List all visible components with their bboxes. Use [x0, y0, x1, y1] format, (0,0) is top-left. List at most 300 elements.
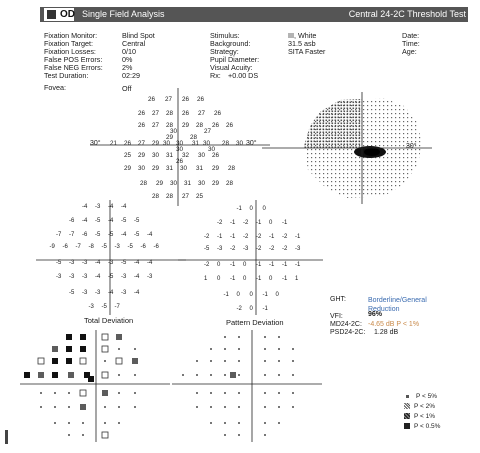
prob-dot [264, 406, 266, 408]
prob-dot [196, 406, 198, 408]
prob-dot [196, 392, 198, 394]
deviation-value: -3 [69, 274, 75, 280]
info-label: Pupil Diameter: [210, 55, 260, 64]
threshold-value: 26 [226, 122, 234, 129]
deviation-value: -5 [101, 304, 107, 310]
deviation-value: -5 [69, 290, 75, 296]
psd-label: PSD24-2C: [330, 329, 366, 336]
prob-dot [278, 374, 280, 376]
prob-dot [224, 360, 226, 362]
deviation-value: -1 [295, 234, 301, 240]
eye-label: OD [60, 9, 75, 20]
axis-label-left: 30° [90, 140, 101, 147]
prob-hatch-light [80, 358, 86, 364]
prob-solid [66, 334, 72, 340]
legend-text: P < 2% [414, 403, 436, 410]
deviation-value: 0 [236, 292, 240, 298]
deviation-value: -2 [256, 246, 262, 252]
deviation-value: -4 [121, 204, 127, 210]
prob-dot [278, 406, 280, 408]
deviation-value: -6 [153, 244, 159, 250]
threshold-value: 29 [212, 180, 220, 187]
threshold-value: 27 [152, 110, 160, 117]
axis-label-right: 30° [246, 140, 257, 147]
deviation-value: -2 [269, 246, 275, 252]
deviation-value: -4 [82, 204, 88, 210]
deviation-value: 0 [217, 262, 221, 268]
prob-hatch-light [38, 358, 44, 364]
prob-dot [104, 406, 106, 408]
md-value: -4.65 dB P < 1% [368, 321, 420, 328]
threshold-value: 28 [196, 122, 204, 129]
deviation-value: -5 [108, 232, 114, 238]
threshold-value: 29 [138, 152, 146, 159]
threshold-value: 29 [212, 165, 220, 172]
deviation-value: -4 [134, 274, 140, 280]
prob-dot [134, 348, 136, 350]
deviation-value: -7 [75, 244, 81, 250]
info-value: 02:29 [122, 71, 140, 80]
prob-dot [134, 406, 136, 408]
deviation-value: -2 [243, 234, 249, 240]
threshold-value: 29 [152, 165, 160, 172]
threshold-value: 26 [212, 152, 220, 159]
threshold-value: 26 [214, 110, 222, 117]
deviation-value: -5 [56, 260, 62, 266]
prob-dot [134, 392, 136, 394]
prob-dot [264, 348, 266, 350]
threshold-value: 28 [226, 180, 234, 187]
deviation-value: -4 [95, 274, 101, 280]
deviation-value: 0 [243, 262, 247, 268]
deviation-value: -7 [69, 232, 75, 238]
info-label: Time: [402, 39, 420, 48]
prob-dot [264, 360, 266, 362]
deviation-value: -5 [108, 274, 114, 280]
test-name: Central 24-2C Threshold Test [348, 9, 466, 19]
prob-dot [40, 406, 42, 408]
threshold-value: 30 [236, 140, 244, 147]
prob-dot [40, 392, 42, 394]
deviation-value: -4 [108, 204, 114, 210]
info-label: Background: [210, 39, 251, 48]
prob-dot [134, 374, 136, 376]
threshold-value: 26 [197, 96, 205, 103]
prob-dot [278, 336, 280, 338]
deviation-value: -1 [256, 262, 262, 268]
threshold-value: 28 [166, 122, 174, 129]
info-label: Strategy: [210, 47, 239, 56]
deviation-value: -3 [217, 246, 223, 252]
prob-dot [278, 360, 280, 362]
deviation-value: -4 [108, 218, 114, 224]
prob-dot [196, 360, 198, 362]
deviation-value: 0 [269, 276, 273, 282]
deviation-value: 1 [295, 276, 299, 282]
prob-dot [210, 422, 212, 424]
md-label: MD24-2C: [330, 321, 362, 328]
prob-dot [54, 406, 56, 408]
deviation-value: -2 [256, 234, 262, 240]
prob-dot [210, 392, 212, 394]
info-label: Test Duration: [44, 71, 89, 80]
prob-dot [264, 392, 266, 394]
prob-dot [118, 406, 120, 408]
deviation-value: -1 [230, 234, 236, 240]
deviation-value: -2 [282, 234, 288, 240]
prob-dot [68, 422, 70, 424]
deviation-value: -9 [49, 244, 55, 250]
prob-solid [80, 346, 86, 352]
deviation-value: -4 [95, 260, 101, 266]
deviation-value: -4 [108, 290, 114, 296]
deviation-value: -7 [56, 232, 62, 238]
prob-dot [278, 422, 280, 424]
deviation-value: -1 [230, 220, 236, 226]
prob-dot [224, 406, 226, 408]
deviation-value: 0 [269, 220, 273, 226]
deviation-value: -3 [114, 244, 120, 250]
threshold-value: 27 [152, 122, 160, 129]
ght-label: GHT: [330, 296, 346, 303]
deviation-value: 0 [249, 306, 253, 312]
total-deviation-probability-plot [20, 330, 170, 442]
info-label: Fixation Target: [44, 39, 94, 48]
deviation-value: -7 [114, 304, 120, 310]
prob-dot [292, 360, 294, 362]
prob-dot [264, 336, 266, 338]
deviation-value: -2 [282, 246, 288, 252]
threshold-value: 30 [198, 152, 206, 159]
threshold-value: 27 [198, 110, 206, 117]
info-value: Off [122, 84, 132, 93]
legend-text: P < 1% [414, 413, 436, 420]
prob-dot [238, 374, 240, 376]
prob-dot [292, 348, 294, 350]
threshold-value: 30 [203, 140, 211, 147]
prob-dot [224, 374, 226, 376]
deviation-value: -1 [282, 276, 288, 282]
prob-dot [210, 360, 212, 362]
deviation-value: -4 [82, 218, 88, 224]
prob-hatch-light [102, 432, 108, 438]
deviation-value: -3 [108, 260, 114, 266]
prob-dot [68, 406, 70, 408]
info-value: 0/10 [122, 47, 136, 56]
prob-solid [52, 372, 58, 378]
prob-hatch-light [102, 346, 108, 352]
deviation-value: 0 [249, 292, 253, 298]
prob-dot [238, 434, 240, 436]
prob-solid [80, 334, 86, 340]
total-deviation-label: Total Deviation [84, 316, 134, 325]
deviation-value: -3 [95, 204, 101, 210]
threshold-value: 30 [163, 140, 171, 147]
deviation-value: -3 [243, 246, 249, 252]
prob-dot [238, 392, 240, 394]
threshold-value: 30 [170, 180, 178, 187]
deviation-value: -1 [230, 262, 236, 268]
prob-hatch-light [102, 334, 108, 340]
prob-dot [104, 422, 106, 424]
prob-dot [196, 374, 198, 376]
threshold-value: 29 [124, 165, 132, 172]
info-label: Fovea: [44, 83, 66, 92]
deviation-value: -3 [295, 246, 301, 252]
deviation-value: -3 [95, 290, 101, 296]
threshold-value: 26 [138, 110, 146, 117]
deviation-value: -5 [127, 244, 133, 250]
threshold-value: 29 [156, 180, 164, 187]
deviation-value: -1 [295, 262, 301, 268]
prob-hatch-light [80, 390, 86, 396]
deviation-value: 0 [217, 276, 221, 282]
threshold-value: 32 [182, 152, 190, 159]
info-label: Stimulus: [210, 31, 240, 40]
info-label: Visual Acuity: [210, 63, 253, 72]
info-value: SITA Faster [288, 47, 326, 56]
threshold-value: 26 [124, 140, 132, 147]
deviation-value: 0 [275, 292, 279, 298]
threshold-value: 28 [166, 193, 174, 200]
prob-dot [292, 392, 294, 394]
deviation-value: -1 [256, 220, 262, 226]
axis-label-grayscale: 30° [406, 143, 417, 150]
prob-hatch-dark [68, 372, 74, 378]
prob-hatch-dark [116, 334, 122, 340]
prob-dot [68, 434, 70, 436]
info-value: Central [122, 39, 146, 48]
prob-dot [82, 434, 84, 436]
deviation-value: -6 [62, 244, 68, 250]
deviation-value: -6 [69, 218, 75, 224]
threshold-value: 26 [182, 110, 190, 117]
threshold-value: 27 [165, 96, 173, 103]
deviation-value: -4 [134, 260, 140, 266]
deviation-value: -5 [95, 232, 101, 238]
deviation-value: 1 [204, 276, 208, 282]
deviation-value: -1 [230, 276, 236, 282]
vfi-label: VFI: [330, 313, 343, 320]
prob-solid [52, 358, 58, 364]
deviation-value: -2 [243, 220, 249, 226]
deviation-value: -5 [95, 218, 101, 224]
info-label: Fixation Losses: [44, 47, 96, 56]
threshold-value: 28 [166, 110, 174, 117]
prob-hatch-dark [102, 390, 108, 396]
prob-dot [224, 336, 226, 338]
threshold-value: 30 [180, 165, 188, 172]
prob-dot [292, 406, 294, 408]
deviation-value: -4 [134, 290, 140, 296]
deviation-value: -3 [56, 274, 62, 280]
deviation-value: -1 [256, 276, 262, 282]
threshold-value: 30 [208, 146, 216, 153]
prob-dot [118, 348, 120, 350]
prob-dot [264, 434, 266, 436]
info-value: III, White [288, 31, 317, 40]
deviation-value: -4 [121, 232, 127, 238]
deviation-value: -1 [217, 234, 223, 240]
info-label: Rx: [210, 71, 221, 80]
prob-dot [224, 392, 226, 394]
margin-mark [5, 430, 8, 444]
deviation-value: -4 [147, 232, 153, 238]
prob-dot [104, 360, 106, 362]
prob-dot [82, 422, 84, 424]
pattern-deviation-label: Pattern Deviation [226, 318, 284, 327]
threshold-value: 29 [152, 140, 160, 147]
deviation-value: -4 [147, 260, 153, 266]
prob-dot [182, 374, 184, 376]
deviation-value: -5 [134, 218, 140, 224]
threshold-value: 30 [152, 152, 160, 159]
threshold-value: 30 [176, 140, 184, 147]
deviation-value: -2 [236, 306, 242, 312]
deviation-value: -3 [147, 274, 153, 280]
deviation-value: -2 [217, 220, 223, 226]
info-value: Blind Spot [122, 31, 155, 40]
prob-dot [264, 422, 266, 424]
info-label: Date: [402, 31, 420, 40]
ght-value: Borderline/General Reduction [368, 297, 427, 313]
threshold-value: 30 [138, 165, 146, 172]
deviation-value: -3 [82, 274, 88, 280]
deviation-value: -3 [82, 260, 88, 266]
prob-dot [118, 392, 120, 394]
deviation-value: -6 [82, 232, 88, 238]
deviation-value: -3 [82, 290, 88, 296]
psd-value: 1.28 dB [374, 329, 399, 336]
deviation-value: -1 [236, 206, 242, 212]
threshold-value: 28 [222, 140, 230, 147]
prob-dot [238, 360, 240, 362]
prob-solid [66, 346, 72, 352]
threshold-value: 29 [166, 134, 174, 141]
info-label: False POS Errors: [44, 55, 103, 64]
threshold-value: 26 [138, 122, 146, 129]
prob-dot [54, 422, 56, 424]
prob-dot [224, 434, 226, 436]
prob-dot [54, 392, 56, 394]
info-label: False NEG Errors: [44, 63, 103, 72]
prob-solid [24, 372, 30, 378]
deviation-value: -8 [88, 244, 94, 250]
threshold-value: 31 [166, 152, 174, 159]
deviation-value: -5 [204, 246, 210, 252]
legend-item-p05 [404, 423, 440, 430]
vfi-value: 96% [368, 311, 383, 318]
deviation-value: -5 [101, 244, 107, 250]
info-value: 31.5 asb [288, 39, 316, 48]
prob-dot [238, 348, 240, 350]
prob-hatch-dark [80, 404, 86, 410]
prob-dot [278, 392, 280, 394]
threshold-value: 26 [212, 122, 220, 129]
deviation-value: -5 [121, 260, 127, 266]
deviation-value: -1 [262, 292, 268, 298]
prob-dot [118, 374, 120, 376]
threshold-value: 27 [138, 140, 146, 147]
prob-dot [238, 422, 240, 424]
threshold-value: 31 [192, 140, 200, 147]
deviation-value: 0 [243, 276, 247, 282]
threshold-value: 25 [124, 152, 132, 159]
deviation-value: 0 [249, 206, 253, 212]
threshold-value: 28 [190, 134, 198, 141]
threshold-value: 25 [196, 193, 204, 200]
prob-solid [66, 358, 72, 364]
prob-dot [264, 374, 266, 376]
prob-dot [118, 422, 120, 424]
threshold-value: 28 [140, 180, 148, 187]
deviation-value: -1 [269, 262, 275, 268]
threshold-value: 31 [184, 180, 192, 187]
threshold-value: 26 [176, 158, 184, 165]
pattern-deviation-probability-plot [172, 330, 322, 442]
deviation-value: -1 [282, 262, 288, 268]
deviation-value: -1 [262, 306, 268, 312]
deviation-value: -1 [269, 234, 275, 240]
hatch-dark-icon [404, 413, 410, 419]
deviation-value: -3 [121, 290, 127, 296]
deviation-value: -3 [121, 274, 127, 280]
deviation-value: -1 [223, 292, 229, 298]
report-title: Single Field Analysis [82, 9, 165, 19]
legend-item-p2 [404, 403, 435, 410]
threshold-value: 30 [176, 146, 184, 153]
legend-item-p1 [404, 413, 435, 420]
prob-hatch-dark [38, 372, 44, 378]
deviation-value: -1 [282, 220, 288, 226]
prob-dot [238, 336, 240, 338]
deviation-value: 0 [262, 206, 266, 212]
threshold-value: 31 [166, 165, 174, 172]
prob-hatch-light [116, 358, 122, 364]
info-value: +0.00 DS [228, 71, 259, 80]
deviation-value: -2 [204, 234, 210, 240]
dot-icon [406, 395, 409, 398]
prob-dot [210, 348, 212, 350]
solid-square-icon [404, 423, 410, 429]
hatch-light-icon [404, 403, 410, 409]
legend-text: P < 5% [416, 393, 438, 400]
deviation-value: -2 [230, 246, 236, 252]
threshold-value: 28 [228, 165, 236, 172]
prob-dot [292, 374, 294, 376]
prob-dot [224, 422, 226, 424]
prob-dot [68, 392, 70, 394]
prob-dot [224, 348, 226, 350]
legend-item-p5 [404, 393, 437, 400]
prob-dot [210, 374, 212, 376]
threshold-value: 30 [198, 180, 206, 187]
threshold-value: 27 [182, 193, 190, 200]
threshold-value: 29 [182, 122, 190, 129]
info-value: 0% [122, 55, 133, 64]
deviation-value: -6 [140, 244, 146, 250]
deviation-value: -5 [121, 218, 127, 224]
deviation-value: -2 [204, 262, 210, 268]
prob-hatch-dark [230, 372, 236, 378]
prob-hatch-dark [132, 358, 138, 364]
prob-dot [210, 406, 212, 408]
prob-hatch-light [102, 372, 108, 378]
threshold-value: 26 [148, 96, 156, 103]
deviation-value: -3 [88, 304, 94, 310]
threshold-value: 27 [204, 128, 212, 135]
threshold-value: 30 [170, 128, 178, 135]
